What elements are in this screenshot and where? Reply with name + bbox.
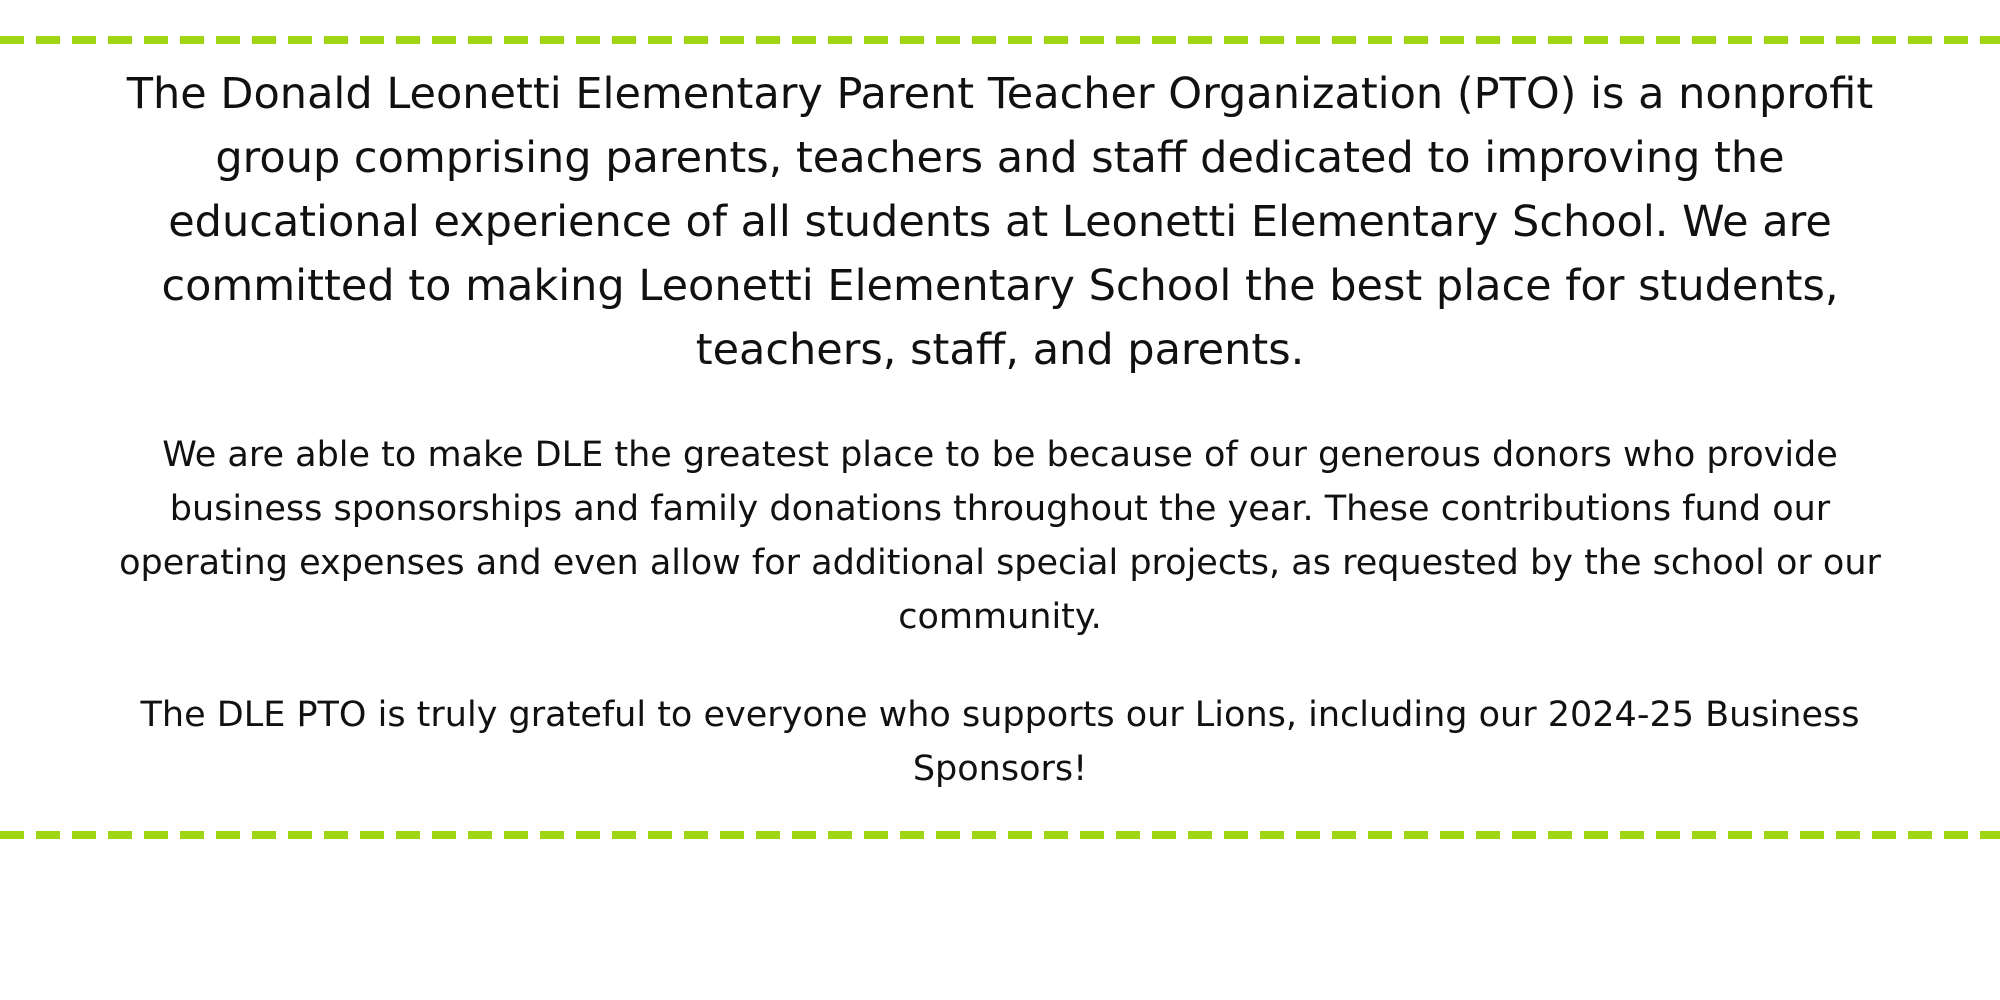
donors-paragraph: We are able to make DLE the greatest place to be because of our generous donors who provide business sponsorships and family donations throughout the year. These contributions fund our operating expenses and even allow for additional special projects, as requested by the school or our community.: [119, 435, 1881, 637]
pto-message-section: [90, 62, 1910, 796]
thanks-paragraph: The DLE PTO is truly grateful to everyone who supports our Lions, including our 2024-25 Business Sponsors!: [140, 695, 1860, 789]
top-dashed-divider: [0, 36, 2000, 44]
bottom-dashed-divider: [0, 831, 2000, 839]
intro-paragraph: The Donald Leonetti Elementary Parent Teacher Organization (PTO) is a nonprofit group comprising parents, teachers and staff dedicated to improving the educational experience of all students at Leonetti Elementary School. We are committed to making Leonetti Elementary School the best place for students, teachers, staff, and parents.: [126, 69, 1874, 375]
